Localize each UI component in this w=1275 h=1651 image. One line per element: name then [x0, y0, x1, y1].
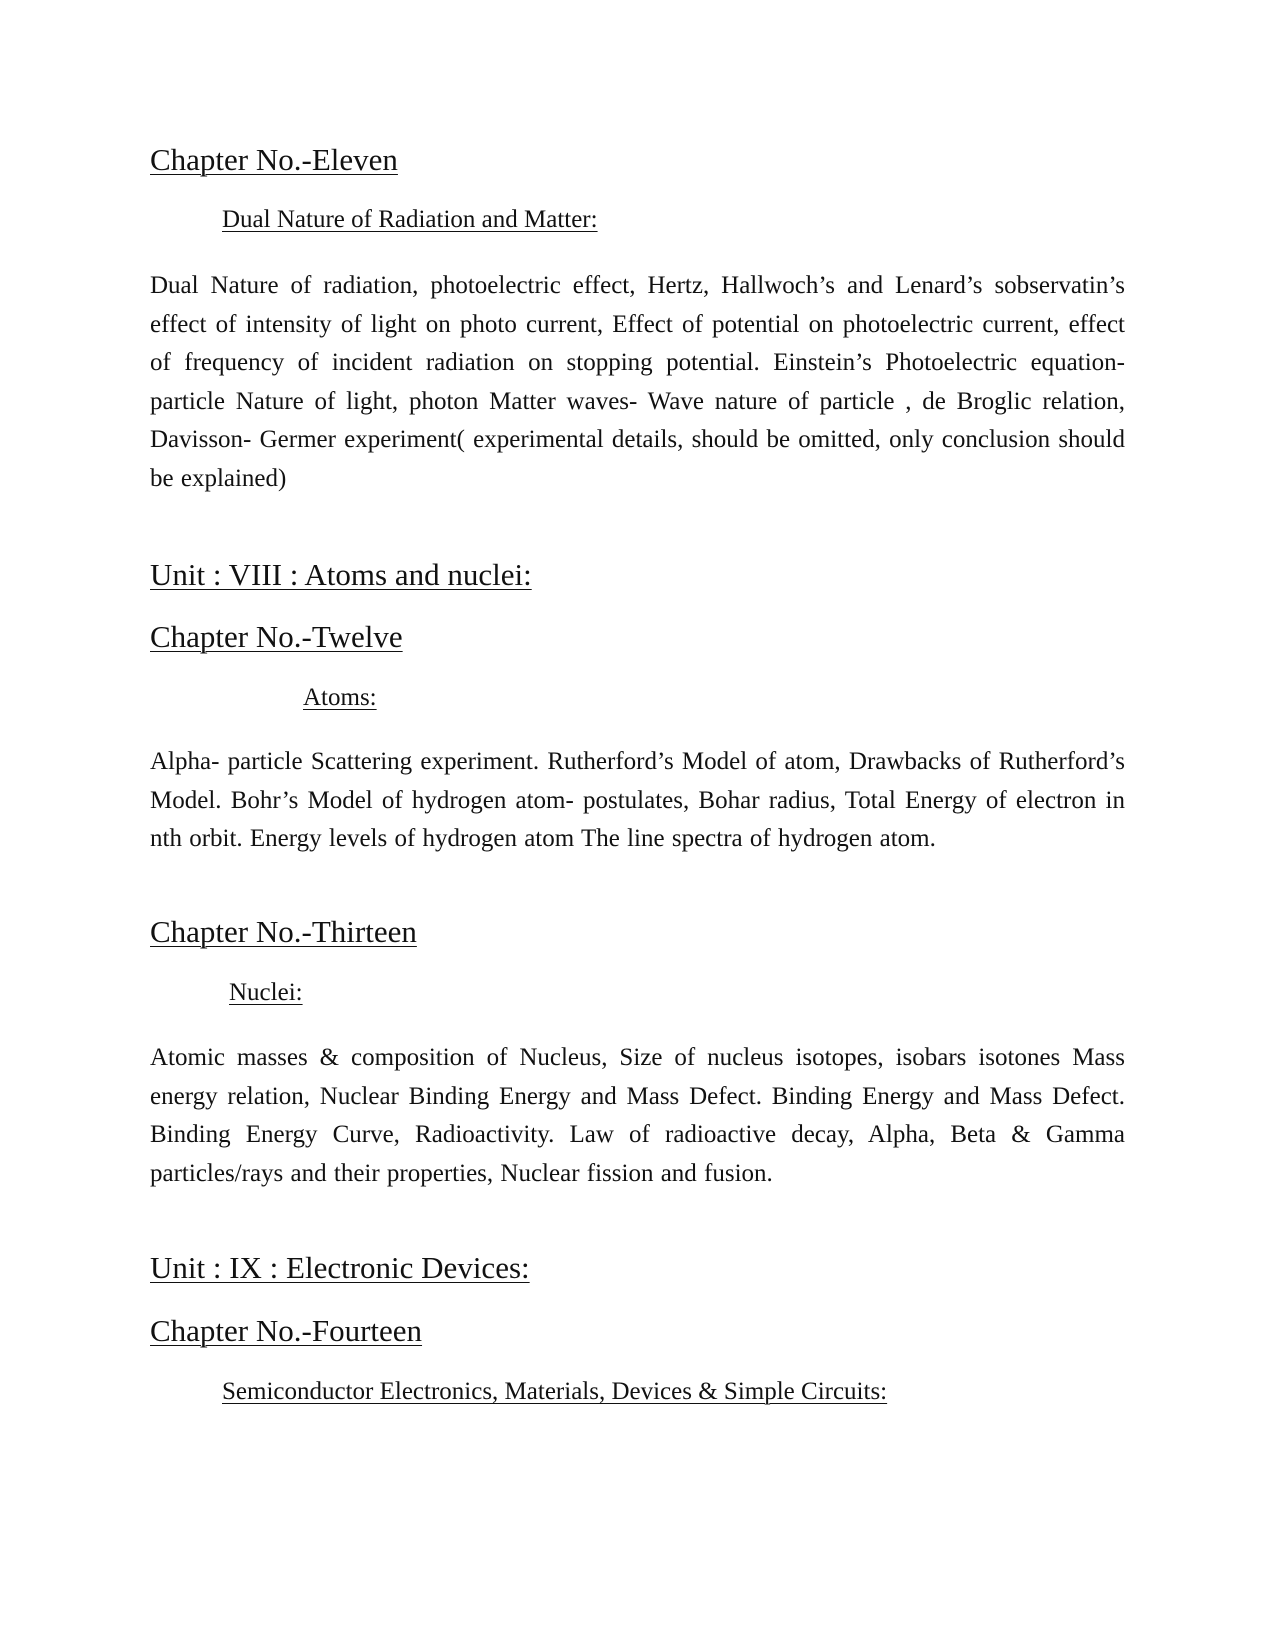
- chapter-heading-thirteen: Chapter No.-Thirteen: [150, 914, 417, 949]
- chapter-heading-eleven: Chapter No.-Eleven: [150, 142, 398, 177]
- topic-heading-atoms: Atoms:: [303, 684, 377, 711]
- topic-heading-nuclei: Nuclei:: [229, 979, 303, 1006]
- paragraph-atoms: Alpha- particle Scattering experiment. Rutherford’s Model of atom, Drawbacks of Rutherford’s Model. Bohr’s Model of hydrogen atom- postulates, Bohar radius, Total Energy of electron in nth orbit. Energy levels of hydrogen atom The line spectra of hydrogen atom.: [150, 748, 1125, 852]
- topic-heading-dual-nature: Dual Nature of Radiation and Matter:: [222, 206, 598, 233]
- topic-heading-semiconductor: Semiconductor Electronics, Materials, Devices & Simple Circuits:: [222, 1378, 888, 1405]
- unit-heading-viii: Unit : VIII : Atoms and nuclei:: [150, 557, 532, 592]
- unit-heading-ix: Unit : IX : Electronic Devices:: [150, 1250, 530, 1285]
- chapter-heading-fourteen: Chapter No.-Fourteen: [150, 1313, 423, 1348]
- paragraph-dual-nature: Dual Nature of radiation, photoelectric effect, Hertz, Hallwoch’s and Lenard’s sobservatin’s effect of intensity of light on photo current, Effect of potential on photoelectric current, effect of frequency of incident radiation on stopping potential. Einstein’s Photoelectric equation- particle Nature of light, photon Matter waves- Wave nature of particle , de Broglic relation, Davisson- Germer experiment( experimental details, should be omitted, only conclusion should be explained): [150, 272, 1125, 492]
- paragraph-nuclei: Atomic masses & composition of Nucleus, Size of nucleus isotopes, isobars isotones Mass energy relation, Nuclear Binding Energy and Mass Defect. Binding Energy and Mass Defect. Binding Energy Curve, Radioactivity. Law of radioactive decay, Alpha, Beta & Gamma particles/rays and their properties, Nuclear fission and fusion.: [150, 1044, 1125, 1187]
- chapter-heading-twelve: Chapter No.-Twelve: [150, 619, 403, 654]
